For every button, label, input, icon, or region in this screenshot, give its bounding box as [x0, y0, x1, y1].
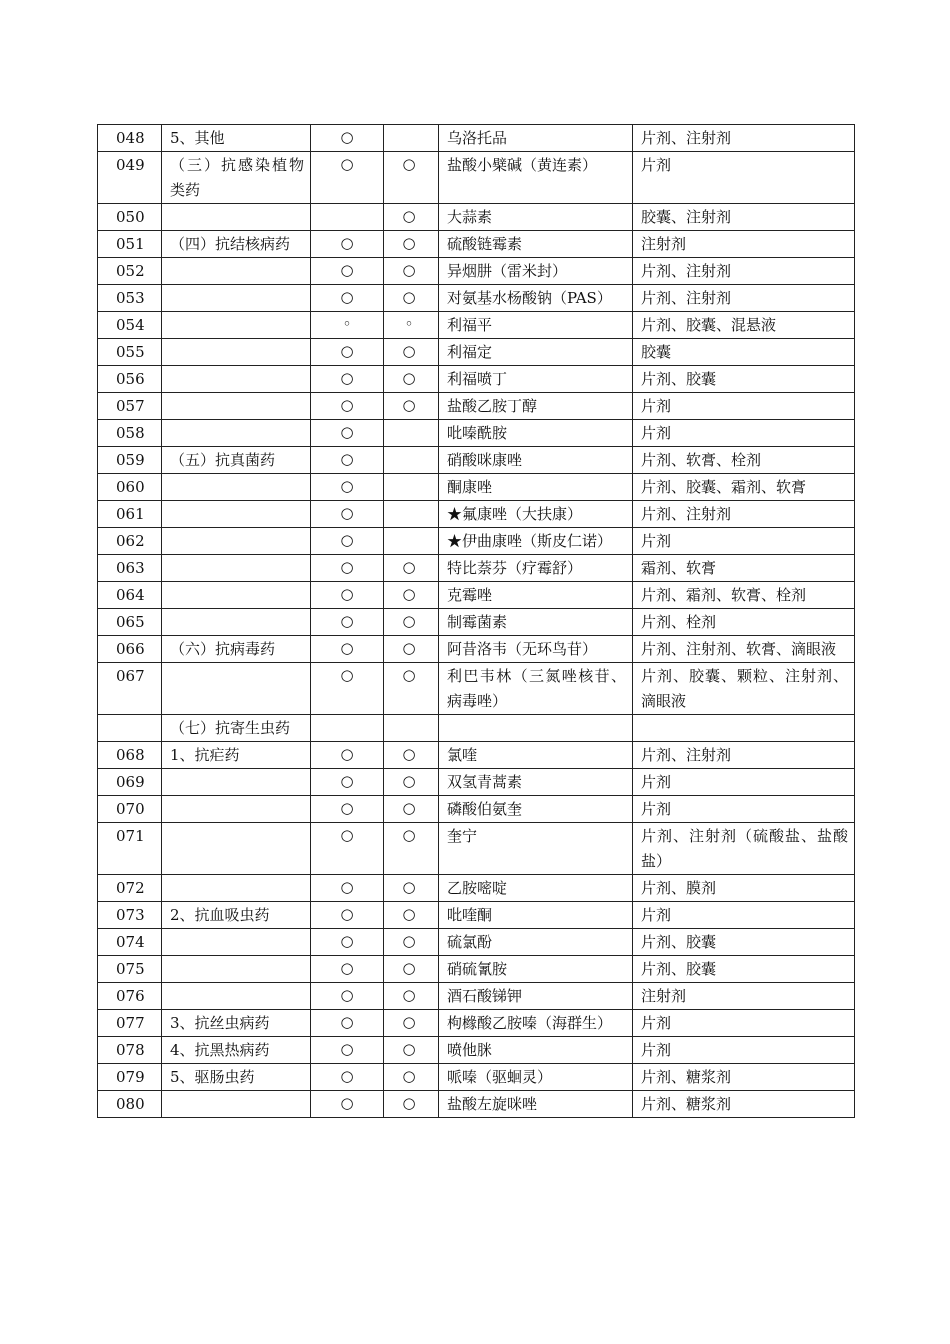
cell-mark-1: ○	[311, 285, 384, 312]
cell-number: 054	[98, 312, 162, 339]
cell-category: （七）抗寄生虫药	[162, 715, 311, 742]
cell-dosage-form: 片剂、软膏、栓剂	[633, 447, 855, 474]
cell-mark-2: ○	[384, 204, 439, 231]
cell-drug-name: ★伊曲康唑（斯皮仁诺）	[439, 528, 633, 555]
cell-mark-1: ○	[311, 929, 384, 956]
cell-mark-1: ○	[311, 528, 384, 555]
cell-drug-name: 对氨基水杨酸钠（PAS）	[439, 285, 633, 312]
table-row	[98, 582, 855, 609]
cell-category	[162, 312, 311, 339]
cell-mark-2	[384, 715, 439, 742]
cell-number: 063	[98, 555, 162, 582]
cell-dosage-form: 片剂、注射剂、软膏、滴眼液	[633, 636, 855, 663]
cell-dosage-form: 片剂、胶囊	[633, 366, 855, 393]
table-row	[98, 555, 855, 582]
cell-number: 048	[98, 125, 162, 152]
document-page	[97, 124, 854, 1118]
cell-drug-name: 阿昔洛韦（无环鸟苷）	[439, 636, 633, 663]
table-row	[98, 1037, 855, 1064]
cell-category: 5、其他	[162, 125, 311, 152]
cell-number: 068	[98, 742, 162, 769]
cell-mark-2: ○	[384, 742, 439, 769]
cell-category	[162, 366, 311, 393]
table-row	[98, 393, 855, 420]
cell-dosage-form: 片剂	[633, 152, 855, 204]
table-row	[98, 152, 855, 204]
cell-number: 060	[98, 474, 162, 501]
table-row	[98, 875, 855, 902]
cell-dosage-form: 霜剂、软膏	[633, 555, 855, 582]
cell-number: 050	[98, 204, 162, 231]
cell-mark-1: ○	[311, 420, 384, 447]
cell-number: 079	[98, 1064, 162, 1091]
cell-dosage-form: 片剂、膜剂	[633, 875, 855, 902]
drug-list-table	[97, 124, 855, 1118]
cell-mark-2: ○	[384, 555, 439, 582]
table-row	[98, 1010, 855, 1037]
cell-drug-name: 乌洛托品	[439, 125, 633, 152]
cell-number: 056	[98, 366, 162, 393]
cell-drug-name: 乙胺嘧啶	[439, 875, 633, 902]
cell-dosage-form: 胶囊	[633, 339, 855, 366]
cell-mark-2: ○	[384, 1010, 439, 1037]
cell-mark-1: ○	[311, 582, 384, 609]
cell-mark-2	[384, 528, 439, 555]
cell-dosage-form: 片剂	[633, 420, 855, 447]
table-row	[98, 447, 855, 474]
table-row	[98, 796, 855, 823]
cell-mark-1: ○	[311, 555, 384, 582]
cell-dosage-form: 片剂、注射剂	[633, 742, 855, 769]
table-row	[98, 609, 855, 636]
cell-category: 1、抗疟药	[162, 742, 311, 769]
cell-mark-2: ○	[384, 285, 439, 312]
cell-number: 071	[98, 823, 162, 875]
cell-number: 064	[98, 582, 162, 609]
cell-dosage-form: 片剂	[633, 393, 855, 420]
cell-number: 078	[98, 1037, 162, 1064]
table-row	[98, 636, 855, 663]
cell-number: 077	[98, 1010, 162, 1037]
cell-drug-name: 哌嗪（驱蛔灵）	[439, 1064, 633, 1091]
cell-dosage-form: 片剂、糖浆剂	[633, 1064, 855, 1091]
cell-dosage-form: 注射剂	[633, 231, 855, 258]
cell-mark-2: ◦	[384, 312, 439, 339]
cell-category: 4、抗黑热病药	[162, 1037, 311, 1064]
cell-mark-1	[311, 204, 384, 231]
cell-mark-2: ○	[384, 823, 439, 875]
cell-drug-name: 大蒜素	[439, 204, 633, 231]
cell-category	[162, 956, 311, 983]
cell-mark-2: ○	[384, 769, 439, 796]
cell-mark-2: ○	[384, 609, 439, 636]
table-row	[98, 125, 855, 152]
cell-mark-2: ○	[384, 929, 439, 956]
cell-drug-name: 盐酸小檗碱（黄连素）	[439, 152, 633, 204]
cell-mark-1: ○	[311, 366, 384, 393]
cell-category: （四）抗结核病药	[162, 231, 311, 258]
cell-number: 061	[98, 501, 162, 528]
cell-category: （三）抗感染植物类药	[162, 152, 311, 204]
cell-number: 070	[98, 796, 162, 823]
cell-drug-name: 盐酸乙胺丁醇	[439, 393, 633, 420]
cell-dosage-form: 片剂、霜剂、软膏、栓剂	[633, 582, 855, 609]
table-row	[98, 929, 855, 956]
cell-dosage-form: 片剂、栓剂	[633, 609, 855, 636]
cell-dosage-form: 片剂	[633, 902, 855, 929]
table-row	[98, 902, 855, 929]
table-row	[98, 1091, 855, 1118]
cell-number: 057	[98, 393, 162, 420]
cell-category	[162, 474, 311, 501]
cell-category	[162, 501, 311, 528]
table-row	[98, 339, 855, 366]
cell-number: 075	[98, 956, 162, 983]
table-row	[98, 528, 855, 555]
cell-number	[98, 715, 162, 742]
cell-drug-name: ★氟康唑（大扶康）	[439, 501, 633, 528]
cell-mark-2: ○	[384, 983, 439, 1010]
cell-mark-2: ○	[384, 231, 439, 258]
cell-drug-name: 酮康唑	[439, 474, 633, 501]
cell-dosage-form: 片剂	[633, 528, 855, 555]
cell-category: 5、驱肠虫药	[162, 1064, 311, 1091]
cell-drug-name: 硫氯酚	[439, 929, 633, 956]
cell-mark-2: ○	[384, 582, 439, 609]
cell-mark-2: ○	[384, 152, 439, 204]
cell-mark-1: ○	[311, 609, 384, 636]
cell-mark-1: ○	[311, 769, 384, 796]
cell-category	[162, 663, 311, 715]
table-row	[98, 231, 855, 258]
cell-drug-name: 利巴韦林（三氮唑核苷、病毒唑）	[439, 663, 633, 715]
cell-mark-1: ○	[311, 956, 384, 983]
cell-drug-name: 利福喷丁	[439, 366, 633, 393]
cell-mark-1: ◦	[311, 312, 384, 339]
cell-mark-2: ○	[384, 258, 439, 285]
cell-mark-2	[384, 474, 439, 501]
cell-dosage-form: 片剂、糖浆剂	[633, 1091, 855, 1118]
cell-dosage-form: 胶囊、注射剂	[633, 204, 855, 231]
cell-dosage-form: 片剂、注射剂	[633, 125, 855, 152]
cell-mark-1: ○	[311, 636, 384, 663]
cell-category	[162, 769, 311, 796]
cell-dosage-form: 片剂、胶囊、霜剂、软膏	[633, 474, 855, 501]
cell-number: 059	[98, 447, 162, 474]
cell-number: 049	[98, 152, 162, 204]
cell-dosage-form: 注射剂	[633, 983, 855, 1010]
cell-mark-2: ○	[384, 663, 439, 715]
cell-number: 076	[98, 983, 162, 1010]
cell-drug-name: 枸橼酸乙胺嗪（海群生）	[439, 1010, 633, 1037]
table-body	[98, 125, 855, 1118]
cell-drug-name: 酒石酸锑钾	[439, 983, 633, 1010]
cell-mark-2: ○	[384, 956, 439, 983]
cell-mark-1: ○	[311, 339, 384, 366]
cell-mark-1: ○	[311, 663, 384, 715]
cell-drug-name: 磷酸伯氨奎	[439, 796, 633, 823]
cell-drug-name: 利福平	[439, 312, 633, 339]
cell-drug-name: 奎宁	[439, 823, 633, 875]
cell-mark-2: ○	[384, 393, 439, 420]
cell-mark-1: ○	[311, 501, 384, 528]
cell-category	[162, 258, 311, 285]
cell-mark-1: ○	[311, 258, 384, 285]
cell-drug-name: 克霉唑	[439, 582, 633, 609]
cell-mark-1: ○	[311, 393, 384, 420]
cell-mark-1: ○	[311, 125, 384, 152]
table-row	[98, 742, 855, 769]
cell-dosage-form: 片剂、胶囊	[633, 929, 855, 956]
cell-drug-name: 硝硫氰胺	[439, 956, 633, 983]
cell-number: 053	[98, 285, 162, 312]
cell-category	[162, 582, 311, 609]
cell-dosage-form: 片剂	[633, 1037, 855, 1064]
cell-mark-1: ○	[311, 447, 384, 474]
cell-dosage-form: 片剂、注射剂（硫酸盐、盐酸盐）	[633, 823, 855, 875]
cell-mark-1: ○	[311, 1037, 384, 1064]
cell-dosage-form: 片剂、注射剂	[633, 501, 855, 528]
cell-drug-name: 硝酸咪康唑	[439, 447, 633, 474]
cell-mark-1: ○	[311, 796, 384, 823]
cell-number: 073	[98, 902, 162, 929]
cell-category	[162, 555, 311, 582]
table-row	[98, 204, 855, 231]
cell-number: 067	[98, 663, 162, 715]
cell-dosage-form: 片剂、胶囊、颗粒、注射剂、滴眼液	[633, 663, 855, 715]
cell-mark-1: ○	[311, 1010, 384, 1037]
cell-mark-1: ○	[311, 152, 384, 204]
cell-mark-1: ○	[311, 1091, 384, 1118]
cell-mark-2	[384, 125, 439, 152]
table-row	[98, 663, 855, 715]
cell-mark-2: ○	[384, 875, 439, 902]
cell-dosage-form: 片剂	[633, 796, 855, 823]
cell-mark-2: ○	[384, 636, 439, 663]
cell-category: 3、抗丝虫病药	[162, 1010, 311, 1037]
cell-mark-2	[384, 501, 439, 528]
cell-mark-1: ○	[311, 1064, 384, 1091]
cell-mark-1: ○	[311, 474, 384, 501]
cell-mark-2: ○	[384, 1091, 439, 1118]
table-row	[98, 983, 855, 1010]
cell-category	[162, 528, 311, 555]
cell-drug-name: 利福定	[439, 339, 633, 366]
cell-category	[162, 393, 311, 420]
table-row	[98, 501, 855, 528]
cell-mark-2	[384, 420, 439, 447]
cell-number: 052	[98, 258, 162, 285]
cell-number: 080	[98, 1091, 162, 1118]
table-row	[98, 1064, 855, 1091]
cell-drug-name: 氯喹	[439, 742, 633, 769]
cell-category	[162, 929, 311, 956]
table-row	[98, 956, 855, 983]
cell-mark-2: ○	[384, 1064, 439, 1091]
cell-drug-name: 双氢青蒿素	[439, 769, 633, 796]
cell-category: （六）抗病毒药	[162, 636, 311, 663]
cell-category: （五）抗真菌药	[162, 447, 311, 474]
cell-number: 074	[98, 929, 162, 956]
cell-number: 062	[98, 528, 162, 555]
cell-drug-name: 吡嗪酰胺	[439, 420, 633, 447]
cell-mark-1: ○	[311, 875, 384, 902]
cell-category	[162, 339, 311, 366]
table-row	[98, 312, 855, 339]
cell-mark-1	[311, 715, 384, 742]
cell-dosage-form: 片剂、注射剂	[633, 285, 855, 312]
table-row	[98, 715, 855, 742]
cell-number: 055	[98, 339, 162, 366]
cell-dosage-form: 片剂、胶囊、混悬液	[633, 312, 855, 339]
cell-mark-2: ○	[384, 339, 439, 366]
table-row	[98, 823, 855, 875]
cell-dosage-form: 片剂	[633, 1010, 855, 1037]
cell-category: 2、抗血吸虫药	[162, 902, 311, 929]
cell-drug-name	[439, 715, 633, 742]
cell-category	[162, 420, 311, 447]
table-row	[98, 366, 855, 393]
cell-mark-1: ○	[311, 231, 384, 258]
table-row	[98, 285, 855, 312]
cell-mark-1: ○	[311, 902, 384, 929]
cell-dosage-form: 片剂	[633, 769, 855, 796]
cell-number: 066	[98, 636, 162, 663]
cell-category	[162, 983, 311, 1010]
cell-drug-name: 喷他脒	[439, 1037, 633, 1064]
table-row	[98, 258, 855, 285]
cell-dosage-form: 片剂、注射剂	[633, 258, 855, 285]
cell-category	[162, 1091, 311, 1118]
cell-drug-name: 特比萘芬（疗霉舒）	[439, 555, 633, 582]
cell-category	[162, 796, 311, 823]
cell-category	[162, 875, 311, 902]
cell-mark-1: ○	[311, 742, 384, 769]
cell-number: 065	[98, 609, 162, 636]
cell-mark-2: ○	[384, 366, 439, 393]
cell-category	[162, 285, 311, 312]
cell-number: 051	[98, 231, 162, 258]
cell-drug-name: 制霉菌素	[439, 609, 633, 636]
cell-number: 058	[98, 420, 162, 447]
cell-mark-1: ○	[311, 983, 384, 1010]
cell-number: 072	[98, 875, 162, 902]
cell-drug-name: 硫酸链霉素	[439, 231, 633, 258]
cell-category	[162, 204, 311, 231]
cell-category	[162, 823, 311, 875]
cell-category	[162, 609, 311, 636]
cell-mark-2	[384, 447, 439, 474]
cell-mark-1: ○	[311, 823, 384, 875]
cell-mark-2: ○	[384, 796, 439, 823]
cell-mark-2: ○	[384, 902, 439, 929]
table-row	[98, 420, 855, 447]
cell-number: 069	[98, 769, 162, 796]
cell-drug-name: 异烟肼（雷米封）	[439, 258, 633, 285]
table-row	[98, 769, 855, 796]
table-row	[98, 474, 855, 501]
cell-mark-2: ○	[384, 1037, 439, 1064]
cell-dosage-form	[633, 715, 855, 742]
cell-drug-name: 盐酸左旋咪唑	[439, 1091, 633, 1118]
cell-dosage-form: 片剂、胶囊	[633, 956, 855, 983]
cell-drug-name: 吡喹酮	[439, 902, 633, 929]
